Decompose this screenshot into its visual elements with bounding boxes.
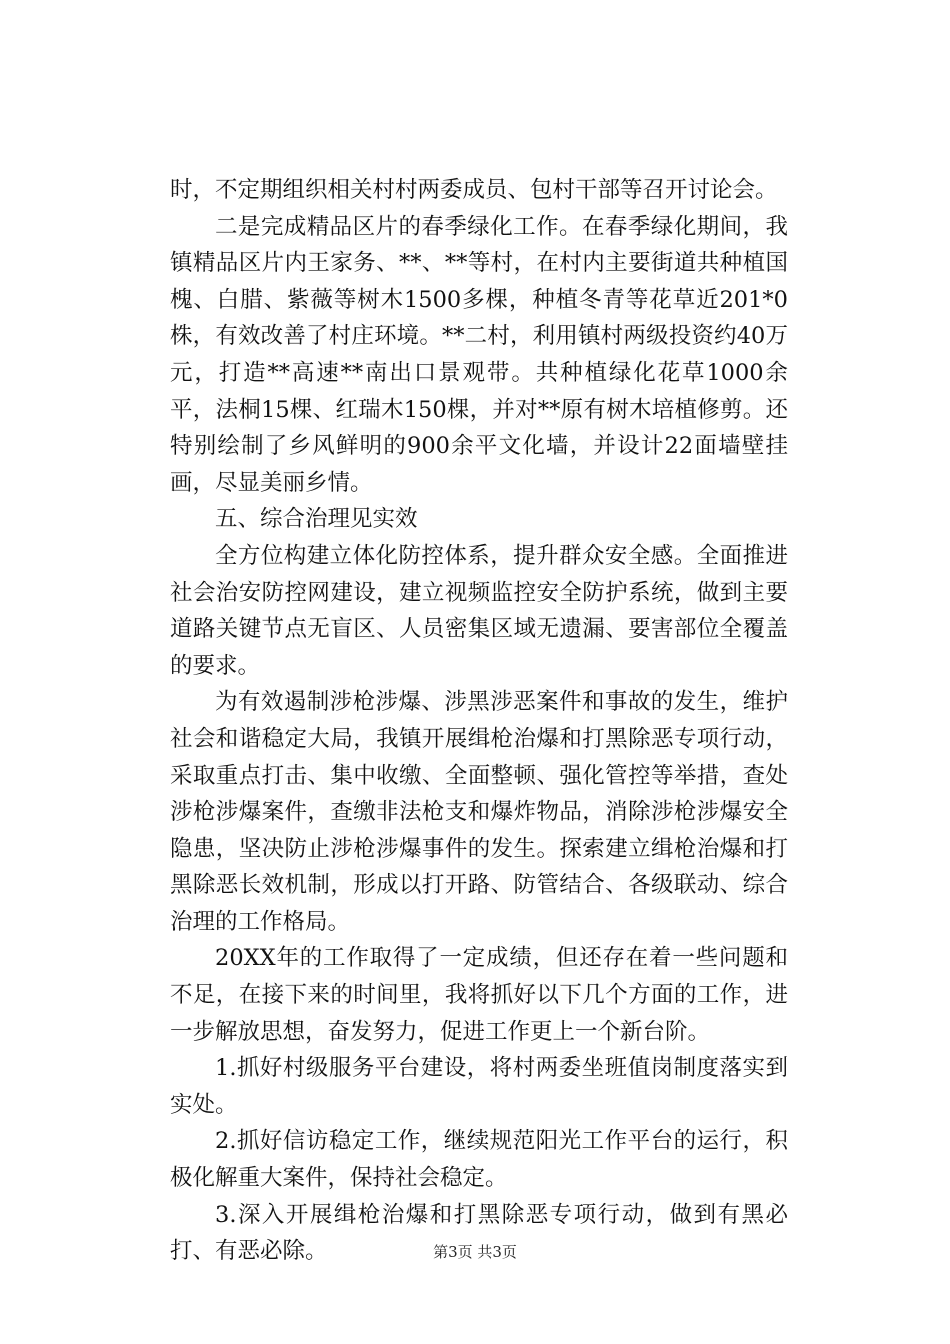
page-footer: 第3页 共3页 [433, 1243, 517, 1261]
paragraph-prevention-system: 全方位构建立体化防控体系，提升群众安全感。全面推进社会治安防控网建设，建立视频监控安全防护系统，做到主要道路关键节点无盲区、人员密集区域无遗漏、要害部位全覆盖的要求。 [170, 542, 788, 679]
section-heading-comprehensive-governance: 五、综合治理见实效 [215, 506, 418, 533]
paragraph-special-action: 为有效遏制涉枪涉爆、涉黑涉恶案件和事故的发生，维护社会和谐稳定大局，我镇开展缉枪治爆和打黑除恶专项行动，采取重点打击、集中收缴、全面整顿、强化管控等举措，查处涉枪涉爆案件，查缴非法枪支和爆炸物品，消除涉枪涉爆安全隐患，坚决防止涉枪涉爆事件的发生。探索建立缉枪治爆和打黑除恶长效机制，形成以打开路、防管结合、各级联动、综合治理的工作格局。 [170, 689, 788, 935]
paragraph-continuation: 时，不定期组织相关村村两委成员、包村干部等召开讨论会。 [170, 177, 778, 203]
list-item-2: 2.抓好信访稳定工作，继续规范阳光工作平台的运行，积极化解重大案件，保持社会稳定。 [170, 1128, 788, 1192]
paragraph-spring-greening: 二是完成精品区片的春季绿化工作。在春季绿化期间，我镇精品区片内王家务、**、**等村，在村内主要街道共种植国槐、白腊、紫薇等树木1500多棵，种植冬青等花草近201*0株，有效改善了村庄环境。**二村，利用镇村两级投资约40万元，打造**高速**南出口景观带。共种植绿化花草1000余平，法桐15棵、红瑞木150棵，并对**原有树木培植修剪。还特别绘制了乡风鲜明的900余平文化墙，并设计22面墙壁挂画，尽显美丽乡情。 [170, 213, 788, 496]
document-body [170, 172, 788, 1270]
list-item-1: 1.抓好村级服务平台建设，将村两委坐班值岗制度落实到实处。 [170, 1055, 788, 1118]
paragraph-summary: 20XX年的工作取得了一定成绩，但还存在着一些问题和不足，在接下来的时间里，我将抓好以下几个方面的工作，进一步解放思想，奋发努力，促进工作更上一个新台阶。 [170, 945, 788, 1045]
list-item-3: 3.深入开展缉枪治爆和打黑除恶专项行动，做到有黑必打、有恶必除。 [170, 1201, 788, 1265]
